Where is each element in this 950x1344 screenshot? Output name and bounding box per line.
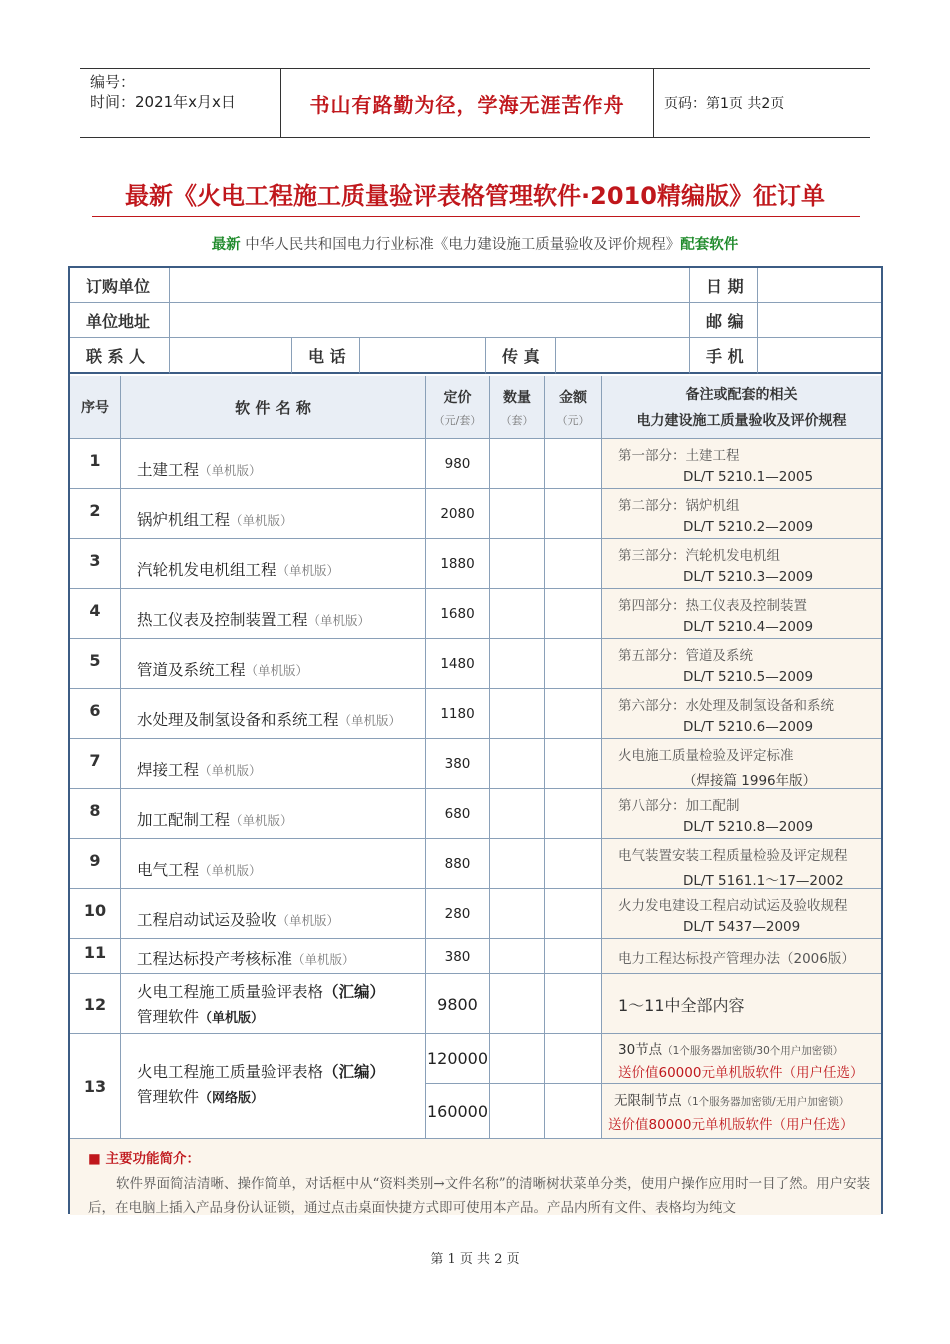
motto: 书山有路勤为径，学海无涯苦作舟 (309, 92, 625, 117)
table-header (70, 376, 881, 438)
table-row (70, 738, 881, 789)
qty-field-unlimited[interactable] (490, 1084, 545, 1138)
qty-field[interactable] (490, 739, 545, 789)
table-row (70, 538, 881, 589)
time-label: 时间：2021年x月x日 (90, 93, 236, 111)
number-label: 编号： (90, 73, 136, 91)
subtitle (80, 233, 870, 254)
product-name: 汽轮机发电机组工程（单机版） (137, 560, 340, 579)
doc-header (80, 68, 870, 138)
row-price: 980 (426, 439, 490, 489)
row-number: 12 (70, 974, 121, 1034)
row-name (121, 739, 426, 789)
features-title: ■ 主要功能简介： (88, 1151, 200, 1167)
qty-field[interactable] (490, 889, 545, 939)
address-field[interactable] (170, 303, 690, 338)
row-number: 1 (70, 439, 121, 489)
date-label: 日 期 (690, 268, 758, 303)
row-note-unlimited: 无限制节点（1个服务器加密锁/无用户加密锁） 送价值80000元单机版软件（用户任选） (602, 1084, 881, 1138)
table-row (70, 688, 881, 739)
col-note-header: 备注或配套的相关 电力建设施工质量验收及评价规程 (636, 387, 847, 429)
page-title: 最新《火电工程施工质量验评表格管理软件·2010精编版》征订单 (125, 182, 825, 210)
qty-field[interactable] (490, 839, 545, 889)
amount-field[interactable] (545, 489, 602, 539)
table-row (70, 788, 881, 839)
contact-label: 联 系 人 (70, 338, 170, 374)
address-label: 单位地址 (70, 303, 170, 338)
row-note: 第四部分：热工仪表及控制装置 DL/T 5210.4—2009 (602, 589, 881, 639)
row-price: 2080 (426, 489, 490, 539)
product-name: 水处理及制氢设备和系统工程（单机版） (137, 710, 402, 729)
amount-field[interactable] (545, 639, 602, 689)
product-name: 加工配制工程（单机版） (137, 810, 293, 829)
phone-label: 电 话 (292, 338, 360, 374)
row-price: 1480 (426, 639, 490, 689)
title-divider (92, 216, 860, 217)
product-name: 土建工程（单机版） (137, 460, 262, 479)
amount-field[interactable] (545, 539, 602, 589)
row-number: 4 (70, 589, 121, 639)
row-name (121, 589, 426, 639)
amount-field[interactable] (545, 439, 602, 489)
row-name (121, 939, 426, 974)
product-name: 焊接工程（单机版） (137, 760, 262, 779)
row-name (121, 539, 426, 589)
row-number: 6 (70, 689, 121, 739)
row-note: 第八部分：加工配制 DL/T 5210.8—2009 (602, 789, 881, 839)
row-note: 电力工程达标投产管理办法（2006版） (602, 939, 881, 974)
subtitle-middle: 中华人民共和国电力行业标准《电力建设施工质量验收及评价规程》 (245, 237, 681, 253)
postcode-field[interactable] (758, 303, 881, 338)
row-number: 8 (70, 789, 121, 839)
product-name: 工程达标投产考核标准（单机版） (137, 950, 355, 969)
row-price: 380 (426, 939, 490, 974)
qty-field[interactable] (490, 639, 545, 689)
mobile-label: 手 机 (690, 338, 758, 374)
amount-field[interactable] (545, 739, 602, 789)
qty-field[interactable] (490, 589, 545, 639)
qty-field[interactable] (490, 689, 545, 739)
row-number: 3 (70, 539, 121, 589)
table-row-12 (70, 973, 881, 1034)
product-name: 锅炉机组工程（单机版） (137, 510, 293, 529)
row-note: 电气装置安装工程质量检验及评定规程 DL/T 5161.1～17—2002 (602, 839, 881, 889)
table-row (70, 838, 881, 889)
row-note: 火力发电建设工程启动试运及验收规程 DL/T 5437—2009 (602, 889, 881, 939)
row-name (121, 839, 426, 889)
page-info: 页码：第1页 共2页 (664, 96, 785, 112)
col-no-header: 序号 (70, 376, 121, 438)
features-section (70, 1138, 881, 1215)
qty-field[interactable] (490, 439, 545, 489)
row-price: 1680 (426, 589, 490, 639)
row-name (121, 639, 426, 689)
col-price-header: 定价 （元/套） (426, 376, 490, 438)
amount-field-30-nodes[interactable] (545, 1034, 602, 1084)
row-price: 1180 (426, 689, 490, 739)
row-price: 880 (426, 839, 490, 889)
header-meta (80, 69, 281, 137)
row-note: 1～11中全部内容 (602, 974, 881, 1034)
row-number: 10 (70, 889, 121, 939)
table-row (70, 888, 881, 939)
order-form (68, 266, 883, 1214)
qty-field[interactable] (490, 539, 545, 589)
qty-field[interactable] (490, 974, 545, 1034)
row-note: 第二部分：锅炉机组 DL/T 5210.2—2009 (602, 489, 881, 539)
table-row (70, 938, 881, 974)
header-page-cell (654, 69, 870, 137)
table-row (70, 438, 881, 489)
col-qty-header: 数量 （套） (490, 376, 545, 438)
features-text: 软件界面简洁清晰、操作简单，对话框中从“资料类别→文件名称”的清晰树状菜单分类，使用户操作应用时一目了然。用户安装后，在电脑上插入产品身份认证锁，通过点击桌面快捷方式即可使用本产品。产品内所有文件、表格均为纯文 (88, 1176, 871, 1216)
date-field[interactable] (758, 268, 881, 303)
row-name (121, 889, 426, 939)
page-footer: 第 1 页 共 2 页 (430, 1252, 520, 1267)
amount-field[interactable] (545, 839, 602, 889)
row-price: 1880 (426, 539, 490, 589)
row-name (121, 439, 426, 489)
product-name: 热工仪表及控制装置工程（单机版） (137, 610, 371, 629)
row-price-unlimited: 160000 (426, 1084, 490, 1138)
row-name: 火电工程施工质量验评表格（汇编） 管理软件（网络版） (121, 1034, 426, 1138)
col-amount-header: 金额 （元） (545, 376, 602, 438)
amount-field[interactable] (545, 589, 602, 639)
qty-field[interactable] (490, 489, 545, 539)
order-unit-field[interactable] (170, 268, 690, 303)
header-motto-cell (281, 69, 654, 137)
row-name (121, 789, 426, 839)
product-name: 电气工程（单机版） (137, 860, 262, 879)
row-note: 第五部分：管道及系统 DL/T 5210.5—2009 (602, 639, 881, 689)
row-note: 火电施工质量检验及评定标准 （焊接篇 1996年版） (602, 739, 881, 789)
mobile-field[interactable] (758, 338, 881, 374)
row-price: 680 (426, 789, 490, 839)
product-name: 管道及系统工程（单机版） (137, 660, 309, 679)
row-price: 280 (426, 889, 490, 939)
product-name: 工程启动试运及验收（单机版） (137, 910, 340, 929)
amount-field[interactable] (545, 974, 602, 1034)
subtitle-suffix: 配套软件 (680, 236, 739, 253)
table-row (70, 588, 881, 639)
amount-field[interactable] (545, 939, 602, 974)
row-note: 第三部分：汽轮机发电机组 DL/T 5210.3—2009 (602, 539, 881, 589)
amount-field-unlimited[interactable] (545, 1084, 602, 1138)
col-name-header: 软 件 名 称 (121, 376, 426, 438)
phone-field[interactable] (360, 338, 486, 374)
row-note: 第六部分：水处理及制氢设备和系统 DL/T 5210.6—2009 (602, 689, 881, 739)
amount-field[interactable] (545, 889, 602, 939)
row-note-30-nodes: 30节点（1个服务器加密锁/30个用户加密锁） 送价值60000元单机版软件（用户任选） (602, 1034, 881, 1084)
contact-field[interactable] (170, 338, 292, 374)
row-note: 第一部分：土建工程 DL/T 5210.1—2005 (602, 439, 881, 489)
table-row (70, 638, 881, 689)
qty-field-30-nodes[interactable] (490, 1034, 545, 1084)
qty-field[interactable] (490, 939, 545, 974)
row-number: 13 (70, 1034, 121, 1138)
fax-label: 传 真 (486, 338, 556, 374)
row-number: 11 (70, 939, 121, 974)
row-price-30-nodes: 120000 (426, 1034, 490, 1084)
postcode-label: 邮 编 (690, 303, 758, 338)
subtitle-prefix: 最新 (211, 236, 241, 253)
amount-field[interactable] (545, 789, 602, 839)
row-name: 火电工程施工质量验评表格（汇编） 管理软件（单机版） (121, 974, 426, 1034)
row-number: 5 (70, 639, 121, 689)
row-number: 7 (70, 739, 121, 789)
row-number: 2 (70, 489, 121, 539)
table-row (70, 488, 881, 539)
amount-field[interactable] (545, 689, 602, 739)
order-unit-label: 订购单位 (70, 268, 170, 303)
row-name (121, 489, 426, 539)
row-price: 9800 (426, 974, 490, 1034)
row-number: 9 (70, 839, 121, 889)
qty-field[interactable] (490, 789, 545, 839)
row-price: 380 (426, 739, 490, 789)
table-row-13 (70, 1033, 881, 1138)
fax-field[interactable] (556, 338, 690, 374)
row-name (121, 689, 426, 739)
